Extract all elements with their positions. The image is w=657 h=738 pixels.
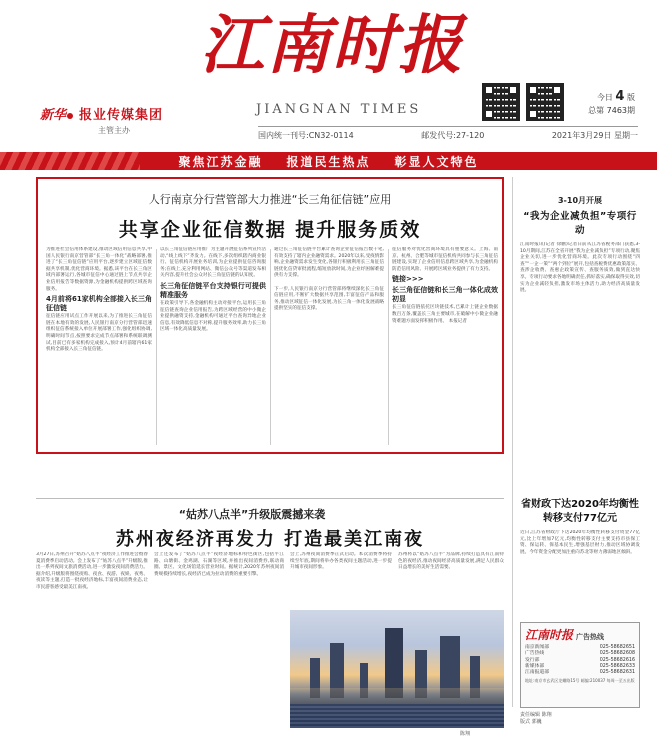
lead-column-1: 为推进社会信用体系建设,推动区域信用信息共享,中国人民银行南京营管部“长三角一体化”战略部署,推进了“长三角征信链”应用平台,逐步建立区域征信数据共享机制,优化营商环境。据悉,该平台在长三角区域内部署运行,各城市征信中心通过链上节点共享企业信用报告等数据资源,为金融机构提供跨区域查询服务。 4月前将61家机构全部接入长三角征信链 征信链应用试点工作开展以来,为了推进长三角征信链在本地有效的发展,人民银行南京分行营管部迅速组织征信系统接入单位开展部署工作,强化组织协调,明确时间节点,按照要求完成节点部署和系统联调测试,目前已有多家机构完成接入,预计4月前辖内61家机构全部接入长三角征信链。 xyxy=(46,247,152,353)
lead-kicker: 人行南京分行营管部大力推进“长三角征信链”应用 xyxy=(148,193,392,206)
publication-meta xyxy=(258,126,638,141)
lead-column-3: 通过长三角征信链平台累计查询企业征信报告数千笔,有效支持了辖内企业融资需求。2020年以来,受疫情影响,企业融资需求发生变化,各银行积极利用长三角征信链优化信贷审批流程,缩短放款时间,为企业纾困解难提供有力支撑。 下一步,人民银行南京分行营管部将继续深化长三角征信链应用,不断扩大数据共享范围,丰富征信产品和服务,推动区域征信一体化发展,为长三角一体化发展战略提供坚实的征信支撑。 xyxy=(274,247,384,312)
second-headline: 苏州夜经济再发力 打造最美江南夜 xyxy=(115,529,425,550)
lead-headline: 共享企业征信数据 提升服务质效 xyxy=(118,219,422,241)
lead-column-4: 征信服务对优化营商环境具有重要意义。上海、南京、杭州、合肥等城市征信机构共同参与长三角征信链建设,实现了企业信用信息跨区域共享,为金融机构防范信用风险、开展跨区域业务提供了有力支持。 链接>>> 长三角征信链和长三角一体化成效初显 长三角征信链依托区块链技术,已累计上链企业数据数百万条,覆盖长三角主要城市,在破解中小微企业融资难题方面发挥积极作用。 本报记者 xyxy=(392,247,498,324)
issue-info: 今日 4 版 总第 7463期 xyxy=(588,89,635,115)
slogan-banner xyxy=(0,152,657,170)
cn-number: 国内统一刊号:CN32-0114 xyxy=(258,131,354,140)
list-item: 江南报道部 025-58682631 xyxy=(525,670,635,676)
list-item: 广告热线 025-58682608 xyxy=(525,651,635,657)
banner-item: 聚焦江苏金融 xyxy=(178,154,263,169)
list-item: 新媒体部 025-58682633 xyxy=(525,663,635,669)
link-title: 长三角征信链和长三角一体化成效初显 xyxy=(392,286,498,304)
newspaper-title-en: JIANGNAN TIMES xyxy=(256,102,422,117)
right-headline-2: 省财政下达2020年均衡性转移支付77亿元 xyxy=(521,499,639,524)
banner-item: 报道民生热点 xyxy=(286,154,371,169)
lead-subheading: 长三角征信链平台支持银行可提供精准服务 xyxy=(160,281,266,299)
sponsor-label: 主管主办 xyxy=(98,126,130,135)
publisher-group-name: 报业传媒集团 xyxy=(79,108,164,123)
lead-article xyxy=(36,177,504,454)
masthead xyxy=(0,0,657,150)
second-column-1: 3月27日,苏州召开“姑苏八点半”夜经济工作推进会暨春夏消费季启动活动。会上发布了“姑苏八点半”升级版,推出一系列夜间文旅消费活动,进一步激发夜间消费活力。据介绍,升级版将围绕夜购、夜食、夜游、夜娱、夜秀、夜读等主题,打造一批夜经济地标,丰富夜间消费业态,让市民游客感受最美江南夜。 xyxy=(36,552,148,590)
right-kicker: 3-10月开展 xyxy=(557,196,603,205)
right-column xyxy=(520,177,640,662)
second-kicker: “姑苏八点半”升级版震撼来袭 xyxy=(178,508,326,521)
second-column-4: 苏州将以“姑苏八点半”为品牌,持续打造具有江南特色的夜经济,推动夜间经济高质量发展,满足人民群众日益增长的美好生活需要。 xyxy=(398,552,504,571)
publication-date: 2021年3月29日 星期一 xyxy=(551,131,638,140)
link-label: 链接>>> xyxy=(392,275,424,284)
ad-footer: 地址:南京市玄武区龙蟠路15号 邮编:210037 每周一至五出版 xyxy=(525,678,635,684)
lead-author: 本报记者 xyxy=(448,318,467,324)
editor-credits: 责任编辑 陈翔 版式 郭巍 xyxy=(520,712,552,725)
banner-item: 彰显人文特色 xyxy=(394,154,479,169)
second-column-3: 会上,苏州夜间消费季正式启动。本次消费季将持续至年底,期间将举办各类夜间主题活动,进一步提升城市夜间形象。 xyxy=(290,552,392,571)
lead-subheading: 4月前将61家机构全部接入长三角征信链 xyxy=(46,295,152,313)
issue-number: 7463期 xyxy=(606,106,635,115)
ad-contact-list xyxy=(521,643,639,678)
ad-title: 江南时报 广告热线 xyxy=(525,628,605,642)
qr-code-icon xyxy=(526,83,564,121)
banner-stripe-decoration xyxy=(0,152,140,170)
list-item: 南京新闻部 025-58682651 xyxy=(525,645,635,650)
right-body-2: 近日,江苏省财政厅下达2020年均衡性转移支付资金77亿元,比上年增加7亿元,均衡性转移支付主要支持市县保工资、保运转、保基本民生,增强基层财力,推动区域协调发展。今年资金分配更加注重向苏北等财力薄弱地区倾斜。 xyxy=(520,530,640,555)
newspaper-title: 江南时报 xyxy=(200,8,464,83)
second-column-2: 会上还发布了“姑苏八点半”夜经济地标和特色街区,包括平江路、山塘街、金鸡湖、石湖等区域,并推出夜间消费券,联动商圈、景区、文化场馆延长营业时间。据统计,2020年苏州夜间消费规模持续增长,夜经济已成为拉动消费的重要引擎。 xyxy=(154,552,284,577)
lead-column-2: 以长三角征信链应用推广为主题开展征信系列宣传活动,“线上线下”齐发力。在线下,多次组织辖内商业银行、征信机构开展业务培训,为企业提供征信咨询服务;在线上,充分利用网站、微信公众号等渠道发布相关内容,提升社会公众对长三角征信链的认知度。 长三角征信链平台支持银行可提供精准服务 在政策引导下,各金融机构主动对接平台,运用长三角征信链查询企业信用报告,为跨区域经营的中小微企业提供融资支持,金融机构可通过平台查询异地企业信息,有效降低信息不对称,提升服务效率,助力长三角区域一体化高质量发展。 xyxy=(160,247,266,333)
publisher-logo xyxy=(40,104,163,123)
suzhou-night-skyline-photo xyxy=(290,610,504,728)
qr-code-icon xyxy=(482,83,520,121)
xinhua-logo-mark: 新华 xyxy=(40,104,73,123)
list-item: 发行部 025-58682616 xyxy=(525,657,635,663)
post-code: 邮发代号:27-120 xyxy=(421,131,485,140)
photo-author: 陈翔 xyxy=(460,731,471,737)
right-headline: “我为企业减负担”专项行动 xyxy=(523,211,637,236)
contact-ad-box xyxy=(520,622,640,708)
right-body: 江南时报讯(记者 徐鹏)记者日前从江苏省税务部门获悉,3-10月期间,江苏在全省开展“我为企业减负担”专项行动,聚焦企业关切,进一步优化营商环境。此次专项行动围绕“四查”“一企一策”“两个到位”展开,包括查税费优惠政策落实、查涉企收费、查惠企政策宣传、查服务质效,做到直达快享。专项行动要求各地明确责任,抓好落实,确保取得实效,切实为企业减轻负担,激发市场主体活力,助力经济高质量发展。 xyxy=(520,242,640,294)
